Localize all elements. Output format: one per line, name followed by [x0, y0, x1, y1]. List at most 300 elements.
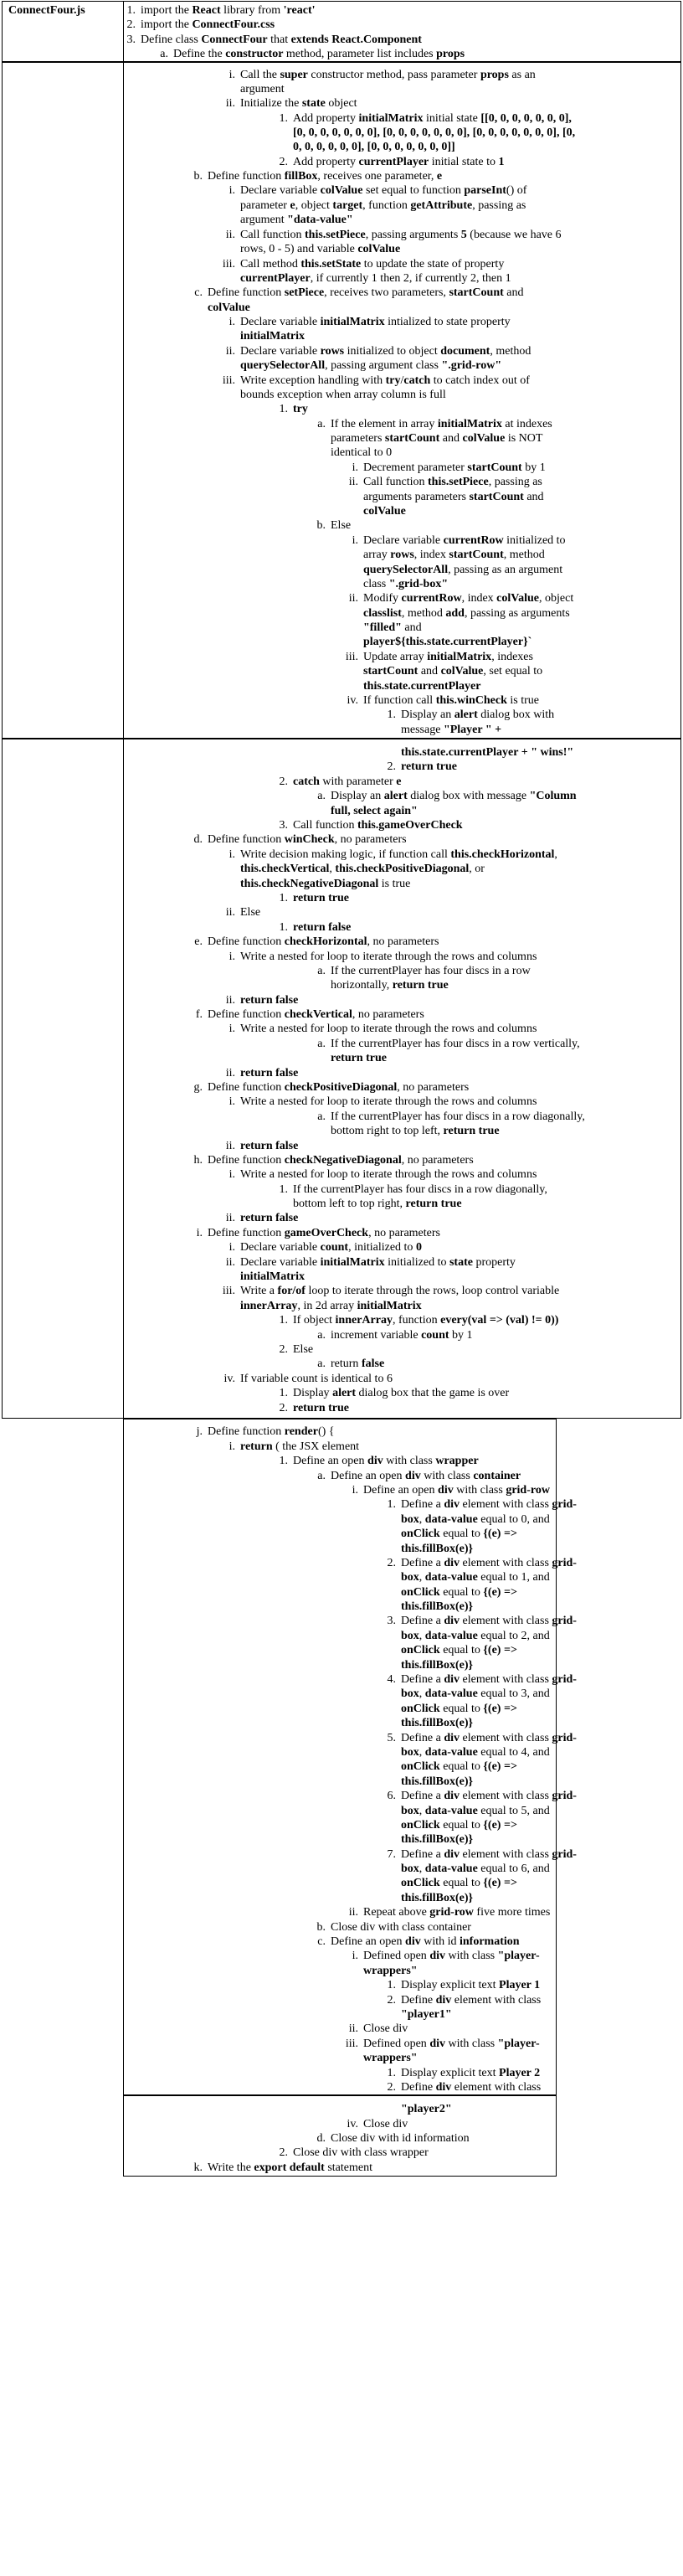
list-marker: a.: [317, 1329, 326, 1342]
outline-line: [293, 891, 349, 905]
text: If function call: [363, 694, 436, 707]
list-marker: ii.: [225, 1212, 235, 1224]
text: Define function: [208, 1227, 285, 1239]
text: Define function: [208, 1008, 285, 1021]
list-marker: 1.: [279, 403, 288, 415]
bold-text: this.gameOverCheck: [357, 819, 463, 832]
outline-line: [363, 664, 542, 678]
outline-line: [363, 563, 562, 577]
bold-text: {(e) =>: [483, 1819, 517, 1832]
bold-text: currentPlayer: [240, 272, 311, 285]
bold-text: every(val => (val) != 0)): [440, 1314, 559, 1327]
outline-line: [401, 2080, 541, 2094]
text: argument: [240, 83, 285, 95]
text: with class: [453, 1484, 506, 1497]
text: initialized to: [384, 1256, 449, 1269]
text: If variable count is identical to 6: [240, 1373, 393, 1385]
list-marker: a.: [317, 1358, 326, 1370]
outline-line: [293, 1386, 509, 1400]
outline-line: [331, 1935, 520, 1949]
text: Define: [401, 1994, 436, 2007]
text: Else: [331, 519, 352, 532]
text: Define a: [401, 1615, 444, 1627]
text: equal to 5, and: [477, 1805, 550, 1817]
outline-line: [331, 1920, 471, 1935]
list-marker: 1.: [279, 1183, 288, 1196]
outline-line: [240, 1066, 298, 1080]
text: by 1: [449, 1329, 473, 1342]
outline-line: [401, 1789, 577, 1803]
text: return: [331, 1358, 362, 1370]
text: Call function: [363, 476, 428, 488]
bold-text: ConnectFour: [201, 33, 268, 46]
outline-line: [293, 1182, 547, 1197]
list-marker: 2.: [279, 2146, 288, 2159]
list-marker: 1.: [279, 1387, 288, 1399]
text: Write a nested for loop to iterate through the rows and columns: [240, 1095, 537, 1108]
text: (because we have 6: [466, 229, 562, 241]
text: Call the: [240, 69, 280, 81]
bold-text: return true: [392, 979, 449, 992]
text: Declare variable: [240, 184, 321, 197]
bold-text: 0: [415, 1241, 422, 1254]
bold-text: innerArray: [240, 1300, 298, 1312]
bold-text: false: [361, 1358, 385, 1370]
outline-line: [331, 417, 552, 431]
list-marker: 2.: [279, 156, 288, 168]
text: set equal to function: [362, 184, 465, 197]
text: at indexes: [501, 418, 552, 430]
list-marker: e.: [194, 935, 203, 948]
bold-text: e: [396, 775, 402, 788]
outline-line: [401, 1731, 577, 1745]
bold-text: "data-value": [287, 214, 353, 226]
text: equal to: [439, 1528, 484, 1540]
bold-text: onClick: [401, 1644, 440, 1656]
bold-text: return true: [443, 1125, 500, 1137]
text: and: [503, 286, 524, 299]
text: equal to 3, and: [477, 1687, 550, 1700]
column-divider: [123, 62, 124, 739]
bold-text: setPiece: [284, 286, 325, 299]
text: Write a nested for loop to iterate through the rows and columns: [240, 1023, 537, 1035]
text: Define function: [208, 170, 285, 183]
text: ,: [419, 1746, 425, 1759]
outline-line: [401, 1876, 517, 1890]
bold-text: [0, 0, 0, 0, 0, 0, 0], [0, 0, 0, 0, 0, 0, 0], [0, 0, 0, 0, 0, 0, 0], [0,: [293, 126, 576, 139]
outline-line: [240, 374, 530, 388]
bold-text: startCount: [449, 549, 504, 561]
text: Define class: [141, 33, 202, 46]
bold-text: startCount: [469, 491, 524, 503]
bold-text: box: [401, 1687, 419, 1700]
bold-text: this.setState: [300, 258, 362, 270]
list-marker: k.: [193, 2161, 203, 2174]
list-marker: c.: [317, 1935, 326, 1948]
text: ( the JSX element: [272, 1440, 360, 1453]
bold-text: add: [445, 607, 465, 620]
bold-text: div: [444, 1557, 460, 1569]
bold-text: colValue: [496, 592, 539, 605]
text: element with class: [460, 1848, 552, 1861]
text: library from: [220, 4, 284, 17]
bold-text: data-value: [424, 1571, 478, 1584]
list-marker: 2.: [387, 1557, 396, 1569]
text: to catch index out of: [430, 374, 530, 387]
text: , function: [362, 199, 411, 212]
bold-text: {(e) =>: [483, 1877, 517, 1889]
outline-line: [331, 431, 542, 446]
list-marker: b.: [316, 1921, 326, 1934]
outline-line: [293, 1342, 313, 1357]
outline-line: [401, 1658, 473, 1672]
list-marker: i.: [196, 1227, 203, 1239]
outline-line: [293, 818, 463, 832]
outline-line: [401, 760, 457, 774]
list-marker: 1.: [126, 4, 136, 17]
text: Close div: [363, 2022, 408, 2035]
bold-text: data-value: [424, 1862, 478, 1875]
outline-line: [331, 446, 392, 460]
outline-line: [363, 1949, 540, 1963]
outline-line: [208, 1425, 334, 1439]
list-marker: 1.: [279, 1314, 288, 1327]
text: equal to: [439, 1644, 484, 1656]
bold-text: this.fillBox(e)}: [401, 1892, 474, 1904]
list-marker: 1.: [387, 1498, 396, 1511]
outline-line: [363, 490, 544, 504]
outline-line: [401, 1570, 550, 1584]
text: initial state to: [429, 156, 499, 168]
outline-line: [401, 1993, 541, 2007]
outline-line: [240, 950, 537, 964]
text: ,: [419, 1571, 425, 1584]
outline-line: [401, 2007, 452, 2022]
bold-text: container: [473, 1470, 521, 1482]
text: equal to 4, and: [477, 1746, 550, 1759]
bold-text: export default: [254, 2161, 325, 2174]
text: , passing argument class: [325, 359, 442, 372]
text: /: [400, 374, 404, 387]
list-marker: 7.: [387, 1848, 396, 1861]
text: bottom left to top right,: [293, 1198, 406, 1210]
bold-text: Player 1: [499, 1979, 541, 1991]
text: , passing as arguments: [464, 607, 570, 620]
outline-line: [331, 964, 531, 978]
bold-text: fillBox: [284, 170, 318, 183]
outline-line: [401, 2066, 540, 2080]
outline-line: [240, 183, 526, 198]
bold-text: {(e) =>: [483, 1644, 517, 1656]
outline-line: [401, 1745, 550, 1759]
outline-line: [401, 1527, 517, 1541]
list-marker: 5.: [387, 1732, 396, 1744]
outline-line: [401, 1556, 577, 1570]
text: Close div with class container: [331, 1921, 471, 1934]
list-marker: iii.: [345, 651, 358, 663]
text: Define the: [173, 48, 226, 60]
list-marker: i.: [229, 1440, 235, 1453]
text: , no parameters: [334, 833, 407, 846]
outline-line: [331, 804, 418, 818]
text: , passing as: [472, 199, 526, 212]
text: , no parameters: [368, 1227, 440, 1239]
text: Display an: [331, 790, 384, 802]
list-marker: iii.: [222, 1285, 235, 1297]
text: with class: [383, 1455, 436, 1467]
text: , method: [401, 607, 446, 620]
outline-line: [141, 33, 422, 47]
bold-text: this.fillBox(e)}: [401, 1543, 474, 1555]
bold-text: alert: [454, 708, 478, 721]
bold-text: try: [293, 403, 308, 415]
text: Declare variable: [240, 1241, 321, 1254]
outline-line: [363, 1964, 418, 1978]
outline-line: [401, 745, 573, 760]
text: Defined open: [363, 1950, 430, 1962]
text: , object: [539, 592, 574, 605]
text: ,: [419, 1805, 425, 1817]
bold-text: onClick: [401, 1586, 440, 1599]
text: , initialized to: [348, 1241, 416, 1254]
text: Define an open: [363, 1484, 439, 1497]
text: Define: [401, 2081, 436, 2094]
bold-text: render: [284, 1425, 318, 1438]
bold-text: this.state.currentPlayer + " wins!": [401, 746, 574, 759]
list-marker: 1.: [279, 112, 288, 125]
outline-line: [401, 1818, 517, 1832]
text: Define a: [401, 1732, 444, 1744]
bold-text: props: [436, 48, 465, 60]
outline-line: [208, 169, 442, 183]
bold-text: data-value: [424, 1630, 478, 1642]
bold-text: onClick: [401, 1877, 440, 1889]
outline-line: [331, 1328, 473, 1342]
bold-text: catch: [403, 374, 431, 387]
outline-line: [363, 2037, 540, 2051]
text: Else: [240, 906, 261, 919]
bold-text: "Column: [529, 790, 577, 802]
bold-text: super: [280, 69, 308, 81]
bold-text: "player2": [401, 2103, 452, 2115]
list-marker: a.: [317, 418, 326, 430]
bold-text: div: [405, 1935, 421, 1948]
text: loop to iterate through the rows, loop control variable: [305, 1285, 560, 1297]
outline-line: [401, 1629, 550, 1643]
text: dialog box with: [477, 708, 555, 721]
outline-line: [240, 1299, 422, 1313]
outline-line: [331, 978, 449, 992]
text: element with class: [460, 1557, 552, 1569]
outline-line: [331, 1469, 521, 1483]
outline-line: [240, 993, 298, 1007]
text: () {: [317, 1425, 335, 1438]
bold-text: div: [405, 1470, 421, 1482]
column-divider: [123, 1, 124, 62]
bold-text: div: [444, 1790, 460, 1802]
outline-line: [240, 877, 410, 891]
outline-line: [363, 606, 570, 621]
bold-text: startCount: [449, 286, 504, 299]
outline-line: [240, 1211, 298, 1225]
list-marker: ii.: [225, 1067, 235, 1079]
outline-line: [401, 1759, 517, 1774]
text: statement: [324, 2161, 372, 2174]
text: identical to 0: [331, 446, 393, 459]
list-marker: i.: [229, 1023, 235, 1035]
outline-line: [293, 775, 401, 789]
list-marker: 1.: [279, 1455, 288, 1467]
outline-line: [208, 832, 407, 847]
bold-text: initialMatrix: [240, 330, 305, 343]
bold-text: colValue: [363, 505, 406, 518]
text: ,: [419, 1862, 425, 1875]
outline-line: [293, 402, 308, 416]
bold-text: div: [444, 1498, 460, 1511]
text: equal to: [439, 1586, 484, 1599]
bold-text: return false: [240, 994, 299, 1007]
bold-text: box: [401, 1862, 419, 1875]
text: dialog box with message: [407, 790, 530, 802]
text: Display: [293, 1387, 333, 1399]
outline-line: [240, 213, 353, 227]
list-marker: i.: [352, 1484, 358, 1497]
outline-line: [331, 789, 577, 803]
text: argument: [240, 214, 288, 226]
text: Write exception handling with: [240, 374, 386, 387]
text: , no parameters: [352, 1008, 424, 1021]
bold-text: 'react': [283, 4, 316, 17]
text: If the currentPlayer has four discs in a row vertically,: [331, 1038, 580, 1050]
bold-text: target: [332, 199, 363, 212]
outline-line: [401, 1832, 473, 1847]
bold-text: onClick: [401, 1819, 440, 1832]
text: import the: [141, 18, 193, 31]
outline-line: [240, 358, 501, 373]
list-marker: iii.: [222, 374, 235, 387]
bold-text: initialMatrix: [358, 112, 424, 125]
text: If the element in array: [331, 418, 438, 430]
outline-line: [293, 155, 504, 169]
outline-line: [240, 1372, 393, 1386]
text: initialized to: [503, 534, 566, 547]
outline-line: [240, 315, 511, 329]
text: If the currentPlayer has four discs in a row diagonally,: [331, 1110, 585, 1123]
list-marker: ii.: [348, 476, 358, 488]
text: Write a nested for loop to iterate through the rows and columns: [240, 1168, 537, 1181]
bold-text: colValue: [208, 301, 250, 314]
bold-text: data-value: [424, 1746, 478, 1759]
text: Close div with class wrapper: [293, 2146, 429, 2159]
text: equal to 6, and: [477, 1862, 550, 1875]
outline-line: [293, 1197, 462, 1211]
list-marker: 2.: [279, 1343, 288, 1356]
outline-line: [401, 1542, 473, 1556]
bold-text: return true: [293, 892, 349, 904]
outline-line: [363, 475, 542, 489]
text: Update array: [363, 651, 428, 663]
list-marker: ii.: [348, 2022, 358, 2035]
text: Define function: [208, 833, 285, 846]
outline-line: [401, 1687, 550, 1701]
list-marker: i.: [229, 316, 235, 328]
list-marker: a.: [317, 965, 326, 977]
text: Define a: [401, 1498, 444, 1511]
text: , no parameters: [397, 1081, 470, 1094]
list-marker: a.: [317, 790, 326, 802]
outline-line: [363, 635, 532, 649]
text: as an: [508, 69, 536, 81]
text: Define a: [401, 1848, 444, 1861]
outline-line: [401, 1600, 473, 1614]
text: with parameter: [319, 775, 397, 788]
list-marker: a.: [317, 1470, 326, 1482]
outline-line: [208, 2161, 372, 2175]
bold-text: div: [444, 1673, 460, 1686]
list-marker: a.: [317, 1038, 326, 1050]
text: Define an open: [331, 1935, 406, 1948]
bold-text: ".grid-row": [441, 359, 502, 372]
bold-text: checkHorizontal: [284, 935, 367, 948]
bold-text: ConnectFour.css: [192, 18, 275, 31]
list-marker: i.: [229, 1095, 235, 1108]
text: constructor method, pass parameter: [307, 69, 480, 81]
list-marker: ii.: [348, 592, 358, 605]
bold-text: "player-: [497, 1950, 540, 1962]
bold-text: div: [444, 1732, 460, 1744]
text: five more times: [473, 1906, 551, 1919]
outline-line: [240, 242, 400, 256]
outline-line: [401, 1862, 550, 1876]
outline-line: [363, 2022, 408, 2036]
bold-text: alert: [332, 1387, 357, 1399]
list-marker: 1.: [279, 892, 288, 904]
bold-text: {(e) =>: [483, 1586, 517, 1599]
bold-text: querySelectorAll: [240, 359, 326, 372]
bold-text: grid-: [552, 1790, 577, 1802]
text: , in 2d array: [297, 1300, 357, 1312]
text: ,: [419, 1687, 425, 1700]
text: and: [439, 432, 463, 445]
text: equal to 1, and: [477, 1571, 550, 1584]
outline-line: [293, 1313, 558, 1327]
outline-line: [240, 1255, 516, 1270]
bold-text: this.winCheck: [435, 694, 507, 707]
bold-text: box: [401, 1513, 419, 1526]
text: is NOT: [505, 432, 543, 445]
bold-text: wrappers": [363, 1965, 418, 1977]
list-marker: i.: [229, 1168, 235, 1181]
list-marker: ii.: [225, 994, 235, 1007]
outline-line: [331, 1051, 387, 1065]
list-marker: i.: [229, 951, 235, 963]
bold-text: return true: [293, 1402, 349, 1414]
bold-text: this.checkHorizontal: [450, 848, 555, 861]
outline-line: [401, 1614, 577, 1628]
outline-line: [331, 518, 351, 533]
bold-text: React: [192, 4, 221, 17]
bold-text: onClick: [401, 1760, 440, 1773]
bold-text: box: [401, 1630, 419, 1642]
text: message: [401, 724, 444, 736]
text: Declare variable: [240, 345, 321, 358]
text: method, parameter list includes: [283, 48, 437, 60]
list-marker: ii.: [225, 229, 235, 241]
outline-line: [240, 1440, 359, 1454]
bold-text: classlist: [363, 607, 402, 620]
list-marker: 2.: [126, 18, 136, 31]
bold-text: props: [480, 69, 509, 81]
